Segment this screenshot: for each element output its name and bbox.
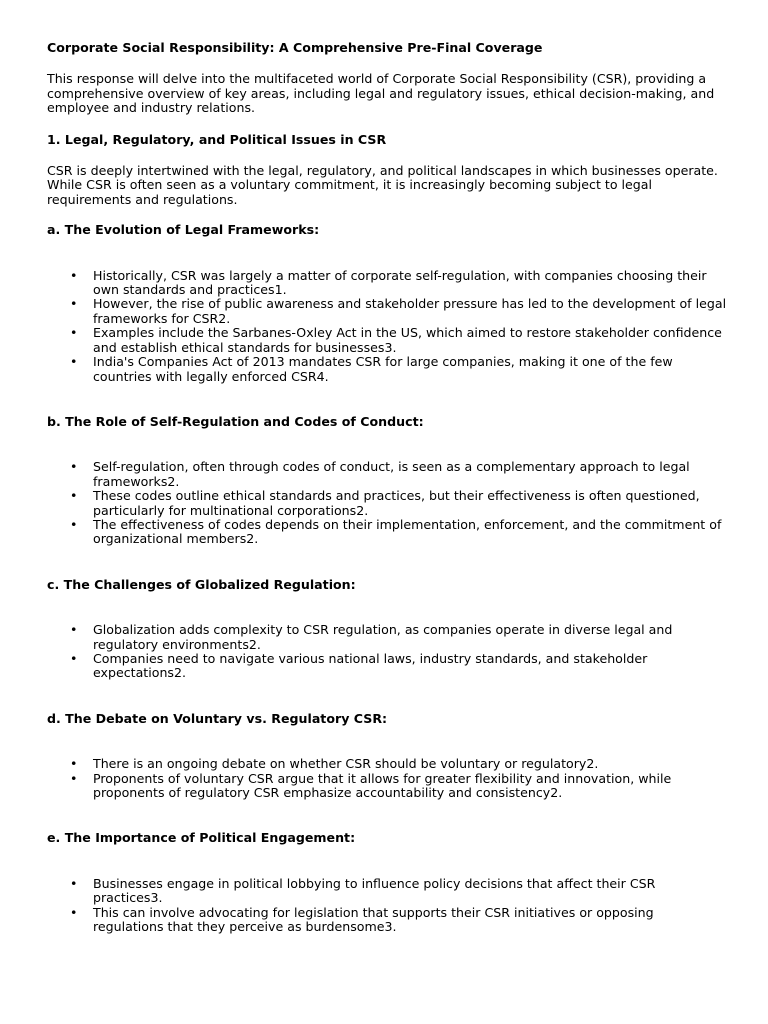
list-item: • The effectiveness of codes depends on their implementation, enforcement, and the commitment of organizational members2. <box>47 518 727 547</box>
subheading-globalized-regulation: c. The Challenges of Globalized Regulation: <box>47 576 356 592</box>
subheading-voluntary-vs-regulatory: d. The Debate on Voluntary vs. Regulatory CSR: <box>47 710 388 726</box>
intro-paragraph: This response will delve into the multifaceted world of Corporate Social Responsibility (CSR), providing a comprehensive overview of key areas, including legal and regulatory issues, ethical decision-making, and employee and industry relations. <box>47 71 715 116</box>
bullet-list-political-engagement <box>47 877 727 935</box>
bullet-list-voluntary-vs-regulatory <box>47 757 727 800</box>
subheading-political-engagement: e. The Importance of Political Engagement: <box>47 830 356 846</box>
bullet-list-self-regulation <box>47 460 727 546</box>
list-item: • Historically, CSR was largely a matter of corporate self-regulation, with companies choosing their own standards and practices1. <box>47 269 727 298</box>
list-item: • Businesses engage in political lobbying to influence policy decisions that affect their CSR practices3. <box>47 877 727 906</box>
section-body-legal-regulatory: CSR is deeply intertwined with the legal, regulatory, and political landscapes in which businesses operate. While CSR is often seen as a voluntary commitment, it is increasingly becoming subject to legal requirements and regulations. <box>47 163 718 207</box>
list-item: • However, the rise of public awareness and stakeholder pressure has led to the development of legal frameworks for CSR2. <box>47 297 727 326</box>
list-item: • These codes outline ethical standards and practices, but their effectiveness is often questioned, particularly for multinational corporations2. <box>47 489 727 518</box>
document-title: Corporate Social Responsibility: A Comprehensive Pre-Final Coverage <box>47 40 543 55</box>
list-item: • Proponents of voluntary CSR argue that it allows for greater flexibility and innovation, while proponents of regulatory CSR emphasize accountability and consistency2. <box>47 772 727 801</box>
list-item: • Self-regulation, often through codes of conduct, is seen as a complementary approach to legal frameworks2. <box>47 460 727 489</box>
section-heading-legal-regulatory: 1. Legal, Regulatory, and Political Issues in CSR <box>47 131 387 147</box>
list-item: • Examples include the Sarbanes-Oxley Act in the US, which aimed to restore stakeholder confidence and establish ethical standards for businesses3. <box>47 326 727 355</box>
list-item: • There is an ongoing debate on whether CSR should be voluntary or regulatory2. <box>47 757 727 771</box>
bullet-list-globalized-regulation <box>47 623 727 681</box>
subheading-self-regulation: b. The Role of Self-Regulation and Codes of Conduct: <box>47 413 424 429</box>
bullet-list-evolution <box>47 269 727 384</box>
document-page <box>47 41 727 934</box>
list-item: • Companies need to navigate various national laws, industry standards, and stakeholder expectations2. <box>47 652 727 681</box>
list-item: • Globalization adds complexity to CSR regulation, as companies operate in diverse legal and regulatory environments2. <box>47 623 727 652</box>
list-item: • This can involve advocating for legislation that supports their CSR initiatives or opposing regulations that they perceive as burdensome3. <box>47 906 727 935</box>
list-item: • India's Companies Act of 2013 mandates CSR for large companies, making it one of the few countries with legally enforced CSR4. <box>47 355 727 384</box>
subheading-evolution-legal-frameworks: a. The Evolution of Legal Frameworks: <box>47 222 320 238</box>
